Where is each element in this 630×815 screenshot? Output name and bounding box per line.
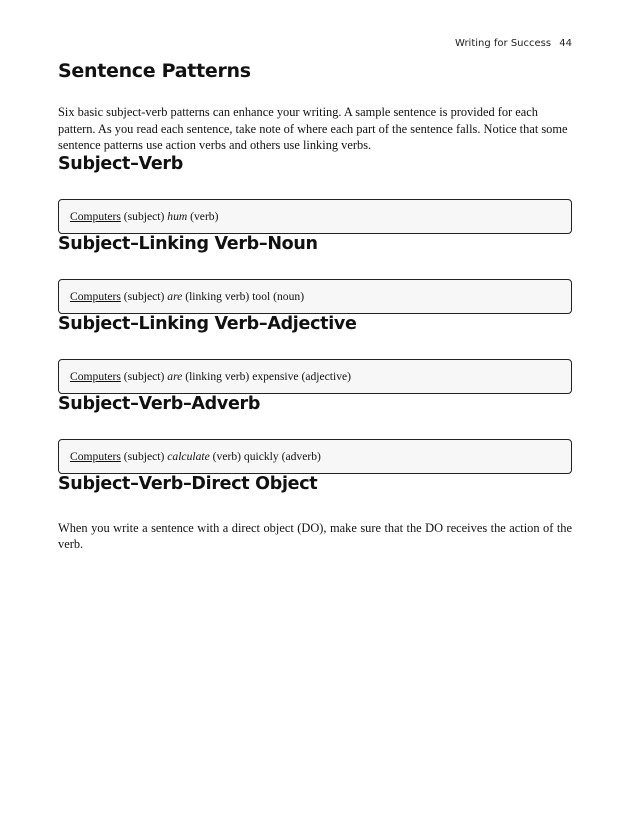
page-title: Sentence Patterns: [58, 60, 251, 82]
subject-label: (subject): [123, 369, 165, 383]
example-complement: expensive: [252, 369, 299, 383]
section-heading-subject-linking-verb-noun: Subject–Linking Verb–Noun: [58, 233, 318, 254]
section-heading-subject-verb-adverb: Subject–Verb–Adverb: [58, 393, 261, 414]
complement-label: (adverb): [281, 449, 321, 463]
example-verb: are: [167, 289, 183, 303]
example-verb: are: [167, 369, 183, 383]
example-subject: Computers: [70, 289, 121, 303]
example-complement: quickly: [243, 449, 279, 463]
complement-label: (adjective): [301, 369, 352, 383]
section-heading-subject-verb: Subject–Verb: [58, 153, 183, 174]
example-verb: calculate: [167, 449, 210, 463]
example-subject: Computers: [70, 449, 121, 463]
example-subject: Computers: [70, 369, 121, 383]
subject-label: (subject): [123, 209, 165, 223]
example-box-subject-linking-verb-adjective: [58, 359, 572, 394]
complement-label: (noun): [273, 289, 305, 303]
intro-paragraph: Six basic subject-verb patterns can enhance your writing. A sample sentence is provided for each pattern. As you read each sentence, take note of where each part of the sentence falls. Notice that some sentence patterns use action verbs and others use linking verbs.: [58, 105, 568, 152]
verb-label: (verb): [190, 209, 219, 223]
example-box-subject-verb-adverb: [58, 439, 572, 474]
section-heading-subject-linking-verb-adjective: Subject–Linking Verb–Adjective: [58, 313, 357, 334]
verb-label: (verb): [212, 449, 241, 463]
page-content: [58, 60, 572, 553]
page-number: 44: [559, 38, 572, 49]
subject-label: (subject): [123, 289, 165, 303]
subject-label: (subject): [123, 449, 165, 463]
verb-label: (linking verb): [185, 289, 250, 303]
running-header: [455, 38, 572, 49]
section-heading-subject-verb-direct-object: Subject–Verb–Direct Object: [58, 473, 318, 494]
example-box-subject-linking-verb-noun: [58, 279, 572, 314]
direct-object-paragraph: When you write a sentence with a direct object (DO), make sure that the DO receives the action of the verb.: [58, 520, 572, 551]
example-verb: hum: [167, 209, 188, 223]
example-box-subject-verb: [58, 199, 572, 234]
example-complement: tool: [252, 289, 271, 303]
verb-label: (linking verb): [185, 369, 250, 383]
example-subject: Computers: [70, 209, 121, 223]
book-title: Writing for Success: [455, 38, 552, 49]
